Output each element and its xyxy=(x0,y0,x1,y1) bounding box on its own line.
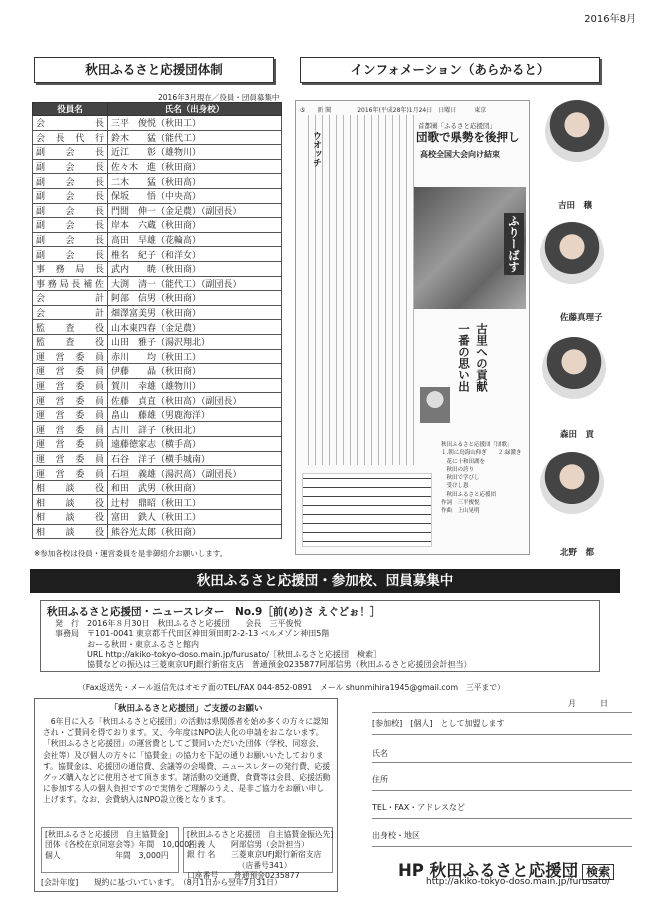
roster-table xyxy=(32,102,282,539)
roster-row xyxy=(33,203,282,218)
organization-header: 秋田ふるさと応援団体制 xyxy=(34,57,274,83)
roster-member: 赤川 均（秋田工） xyxy=(108,349,282,364)
clipping-column-title: ふりーばす xyxy=(504,213,524,275)
roster-member: 賀川 幸雄（雄物川） xyxy=(108,378,282,393)
clipping-header: ⑤ 新 聞 2016年(平成28年)1月24日 日曜日 東京 xyxy=(300,107,487,114)
roster-row xyxy=(33,145,282,160)
roster-row xyxy=(33,232,282,247)
form-address-field[interactable]: 住所 xyxy=(372,775,388,784)
roster-role: 運営委員 xyxy=(33,364,108,379)
roster-member: 遠藤徳家志（横手高） xyxy=(108,437,282,452)
form-school-field[interactable]: 出身校・地区 xyxy=(372,831,420,840)
roster-role: 副会長 xyxy=(33,247,108,262)
roster-role: 運営委員 xyxy=(33,466,108,481)
fax-reply-line: （Fax返送先・メール返信先はオモテ面のTEL/FAX 044-852-0891 メール shunmihira1945@gmail.com 三平まで） xyxy=(78,683,505,692)
roster-row xyxy=(33,247,282,262)
roster-row xyxy=(33,188,282,203)
roster-member: 鈴木 猛（能代工） xyxy=(108,130,282,145)
roster-role: 運営委員 xyxy=(33,378,108,393)
roster-role: 事務局長 xyxy=(33,261,108,276)
roster-member: 山本東四春（金足農） xyxy=(108,320,282,335)
portrait-photo-1 xyxy=(545,100,609,162)
roster-role: 運営委員 xyxy=(33,451,108,466)
roster-member: 椎名 紀子（和洋女） xyxy=(108,247,282,262)
roster-member: 門間 伸一（金足農）（副団長） xyxy=(108,203,282,218)
roster-member: 熊谷光太郎（秋田商） xyxy=(108,524,282,539)
roster-role: 運営委員 xyxy=(33,349,108,364)
newspaper-clipping xyxy=(295,100,530,555)
roster-row xyxy=(33,218,282,233)
roster-row xyxy=(33,320,282,335)
fiscal-year-note: [会計年度] 規約に基づいています。 （8月1日から翌年7月31日） xyxy=(41,878,282,887)
roster-role: 相談役 xyxy=(33,480,108,495)
roster-role: 運営委員 xyxy=(33,422,108,437)
roster-member: 古川 詳子（秋田北） xyxy=(108,422,282,437)
roster-row xyxy=(33,480,282,495)
roster-member: 畑澤富美男（秋田商） xyxy=(108,305,282,320)
roster-row xyxy=(33,159,282,174)
roster-role: 会計 xyxy=(33,291,108,306)
roster-role: 副会長 xyxy=(33,232,108,247)
portrait-photo-2 xyxy=(540,222,604,284)
roster-role: 相談役 xyxy=(33,510,108,525)
roster-row xyxy=(33,466,282,481)
roster-member: 石谷 洋子（横手城南） xyxy=(108,451,282,466)
roster-role: 運営委員 xyxy=(33,407,108,422)
roster-row xyxy=(33,437,282,452)
roster-row xyxy=(33,174,282,189)
roster-header-role: 役員名 xyxy=(33,103,108,116)
roster-role: 相談役 xyxy=(33,495,108,510)
roster-role: 監査役 xyxy=(33,334,108,349)
roster-role: 副会長 xyxy=(33,218,108,233)
roster-row xyxy=(33,451,282,466)
roster-row xyxy=(33,305,282,320)
roster-member: 佐々木 進（秋田商） xyxy=(108,159,282,174)
roster-member: 辻村 鼎昭（秋田工） xyxy=(108,495,282,510)
newsletter-line: 発 行 2016年８月30日 秋田ふるさと応援団 会長 三平俊悦 xyxy=(55,619,302,628)
roster-member: 和田 武男（秋田商） xyxy=(108,480,282,495)
roster-role: 会長代行 xyxy=(33,130,108,145)
roster-row xyxy=(33,364,282,379)
roster-note: ※参加各校は役員・運営委員を是非御紹介お願いします。 xyxy=(34,549,228,558)
recruitment-banner: 秋田ふるさと応援団・参加校、団員募集中 xyxy=(30,569,620,593)
portrait-photo-3 xyxy=(542,337,606,399)
roster-role: 副会長 xyxy=(33,159,108,174)
newsletter-line: 協賛などの振込は三菱東京UFJ銀行新宿支店 普通預金0235877阿部信男（秋田ふるさと応援団会計担当） xyxy=(55,660,472,670)
roster-role: 副会長 xyxy=(33,203,108,218)
form-name-field[interactable]: 氏名 xyxy=(372,749,388,758)
roster-role: 副会長 xyxy=(33,174,108,189)
newsletter-line: おーる秋田・東京ふるさと館内 xyxy=(55,639,199,649)
roster-role: 運営委員 xyxy=(33,393,108,408)
roster-role: 会計 xyxy=(33,305,108,320)
roster-row xyxy=(33,276,282,291)
issue-date: 2016年8月 xyxy=(584,14,636,25)
form-contact-field[interactable]: TEL・FAX・アドレスなど xyxy=(372,803,465,812)
roster-row xyxy=(33,291,282,306)
roster-member: 高田 早雄（花輪高） xyxy=(108,232,282,247)
portrait-photo-4 xyxy=(540,452,604,514)
roster-header-name: 氏名（出身校） xyxy=(108,103,282,116)
sheet-music xyxy=(302,473,432,547)
portrait-name-1: 吉田 穣 xyxy=(558,201,593,211)
clipping-headline: 団歌で県勢を後押し xyxy=(416,130,520,144)
sponsorship-fee-box: [秋田ふるさと応援団 自主協賛金] 団体《各校在京同窓会等》年間 10,000円 個人 年間 3,000円 xyxy=(41,827,179,873)
bank-transfer-box: [秋田ふるさと応援団 自主協賛金振込先] 名 義 人 阿部信男（会計担当） 銀 行 名 三菱東京UFJ銀行新宿支店 （店番号341） 口座番号 普通預金0235877 xyxy=(183,827,333,873)
clipping-text-columns xyxy=(302,115,414,465)
roster-member: 畠山 藤雄（男鹿海洋） xyxy=(108,407,282,422)
roster-member: 伊藤 晶（秋田商） xyxy=(108,364,282,379)
portrait-name-3: 森田 貢 xyxy=(560,430,595,440)
roster-member: 石垣 義雄（湯沢高）（副団長） xyxy=(108,466,282,481)
roster-member: 保坂 悟（中央高） xyxy=(108,188,282,203)
newsletter-line: 事務局 〒101-0041 東京都千代田区神田須田町2-2-13 ベルメゾン神田5階 xyxy=(55,629,330,639)
clipping-column-headline-1: 古里への貢献 xyxy=(475,323,489,392)
roster-row xyxy=(33,393,282,408)
roster-row xyxy=(33,495,282,510)
roster-row xyxy=(33,407,282,422)
search-badge[interactable]: 検索 xyxy=(582,864,614,880)
portrait-name-2: 佐藤真理子 xyxy=(560,313,603,323)
roster-row xyxy=(33,261,282,276)
roster-member: 武内 暁（秋田商） xyxy=(108,261,282,276)
roster-role: 事務局長補佐 xyxy=(33,276,108,291)
roster-row xyxy=(33,378,282,393)
roster-role: 相談役 xyxy=(33,524,108,539)
roster-row xyxy=(33,422,282,437)
newsletter-box xyxy=(40,600,600,672)
roster-role: 会長 xyxy=(33,116,108,131)
anthem-lyrics: 秋田ふるさと応援団「団歌」 １.朝に鳥海山仰ぎ ２.緑濃き 花に十和田湖を 秋田の誇り 秋田で学びし 受けし恩 秋田ふるさと応援団 作詞 三平俊悦 作曲 上山晃明 xyxy=(441,442,522,515)
roster-member: 近江 彰（雄物川） xyxy=(108,145,282,160)
roster-member: 富田 鉄人（秋田工） xyxy=(108,510,282,525)
form-date: 月 日 xyxy=(568,699,608,708)
information-header: インフォメーション（あらかると） xyxy=(300,57,600,83)
roster-member: 三平 俊悦（秋田工） xyxy=(108,116,282,131)
roster-row xyxy=(33,510,282,525)
portrait-name-4: 北野 都 xyxy=(560,548,595,558)
roster-row xyxy=(33,130,282,145)
homepage-label: HP 秋田ふるさと応援団 xyxy=(398,861,579,880)
roster-row xyxy=(33,349,282,364)
roster-member: 山田 雅子（湯沢翔北） xyxy=(108,334,282,349)
support-body: 6年目に入る「秋田ふるさと応援団」の活動は県関係者を始め多くの方々に認知され・ご賛同を得ております。又、今年度はNPO法人化の申請をおこないます。「秋田ふるさと応援団」の運営費としてご賛同いただいた団体（学校、同窓会、会社等）及び個人の方々に「協賛金」の協力を下記の通りお願いいたしております。協賛金は、応援団の通信費、会議等の会場費、ニュースレターの発行費、応援グッズ購入などに使用させて頂きます。諸活動の交通費、食費等は会員、応援活動に参加する人の個人負担ですので実情をご理解のうえ、是非ご協力をお願い申し上げます。なお、会費納入はNPO設立後となります。 xyxy=(43,717,331,805)
clipping-kicker: 首都圏「ふるさと応援団」 xyxy=(418,122,496,130)
form-join-type[interactable]: [参加校] [個人] として加盟します xyxy=(372,719,505,728)
support-request-box xyxy=(34,698,338,892)
clipping-subheadline: 高校全国大会向け結束 xyxy=(420,150,500,159)
clipping-column-headline-2: 一番の思い出 xyxy=(457,323,471,392)
as-of-note: 2016年3月現在／役員・団員募集中 xyxy=(158,93,280,102)
roster-row xyxy=(33,116,282,131)
roster-member: 岸本 六蔵（秋田商） xyxy=(108,218,282,233)
roster-role: 副会長 xyxy=(33,145,108,160)
clipping-portrait xyxy=(420,387,450,423)
support-title: 「秋田ふるさと応援団」ご支援のお願い xyxy=(109,704,263,714)
roster-role: 監査役 xyxy=(33,320,108,335)
clipping-watch-title: ウオッチ xyxy=(311,131,321,167)
roster-member: 二木 猛（秋田高） xyxy=(108,174,282,189)
roster-member: 大渕 清一（能代工）（副団長） xyxy=(108,276,282,291)
roster-row xyxy=(33,524,282,539)
roster-role: 副会長 xyxy=(33,188,108,203)
newsletter-line: URL http://akiko-tokyo-doso.main.jp/furusato/［秋田ふるさと応援団 検索］ xyxy=(55,649,382,659)
homepage-url[interactable]: http://akiko-tokyo-doso.main.jp/furusato/ xyxy=(426,877,611,887)
roster-row xyxy=(33,334,282,349)
roster-member: 佐藤 貞直（秋田高）（副団長） xyxy=(108,393,282,408)
roster-role: 運営委員 xyxy=(33,437,108,452)
newsletter-title: 秋田ふるさと応援団・ニュースレター No.9［前(め)さ えぐどぉ！］ xyxy=(47,606,381,618)
roster-member: 阿部 信男（秋田商） xyxy=(108,291,282,306)
